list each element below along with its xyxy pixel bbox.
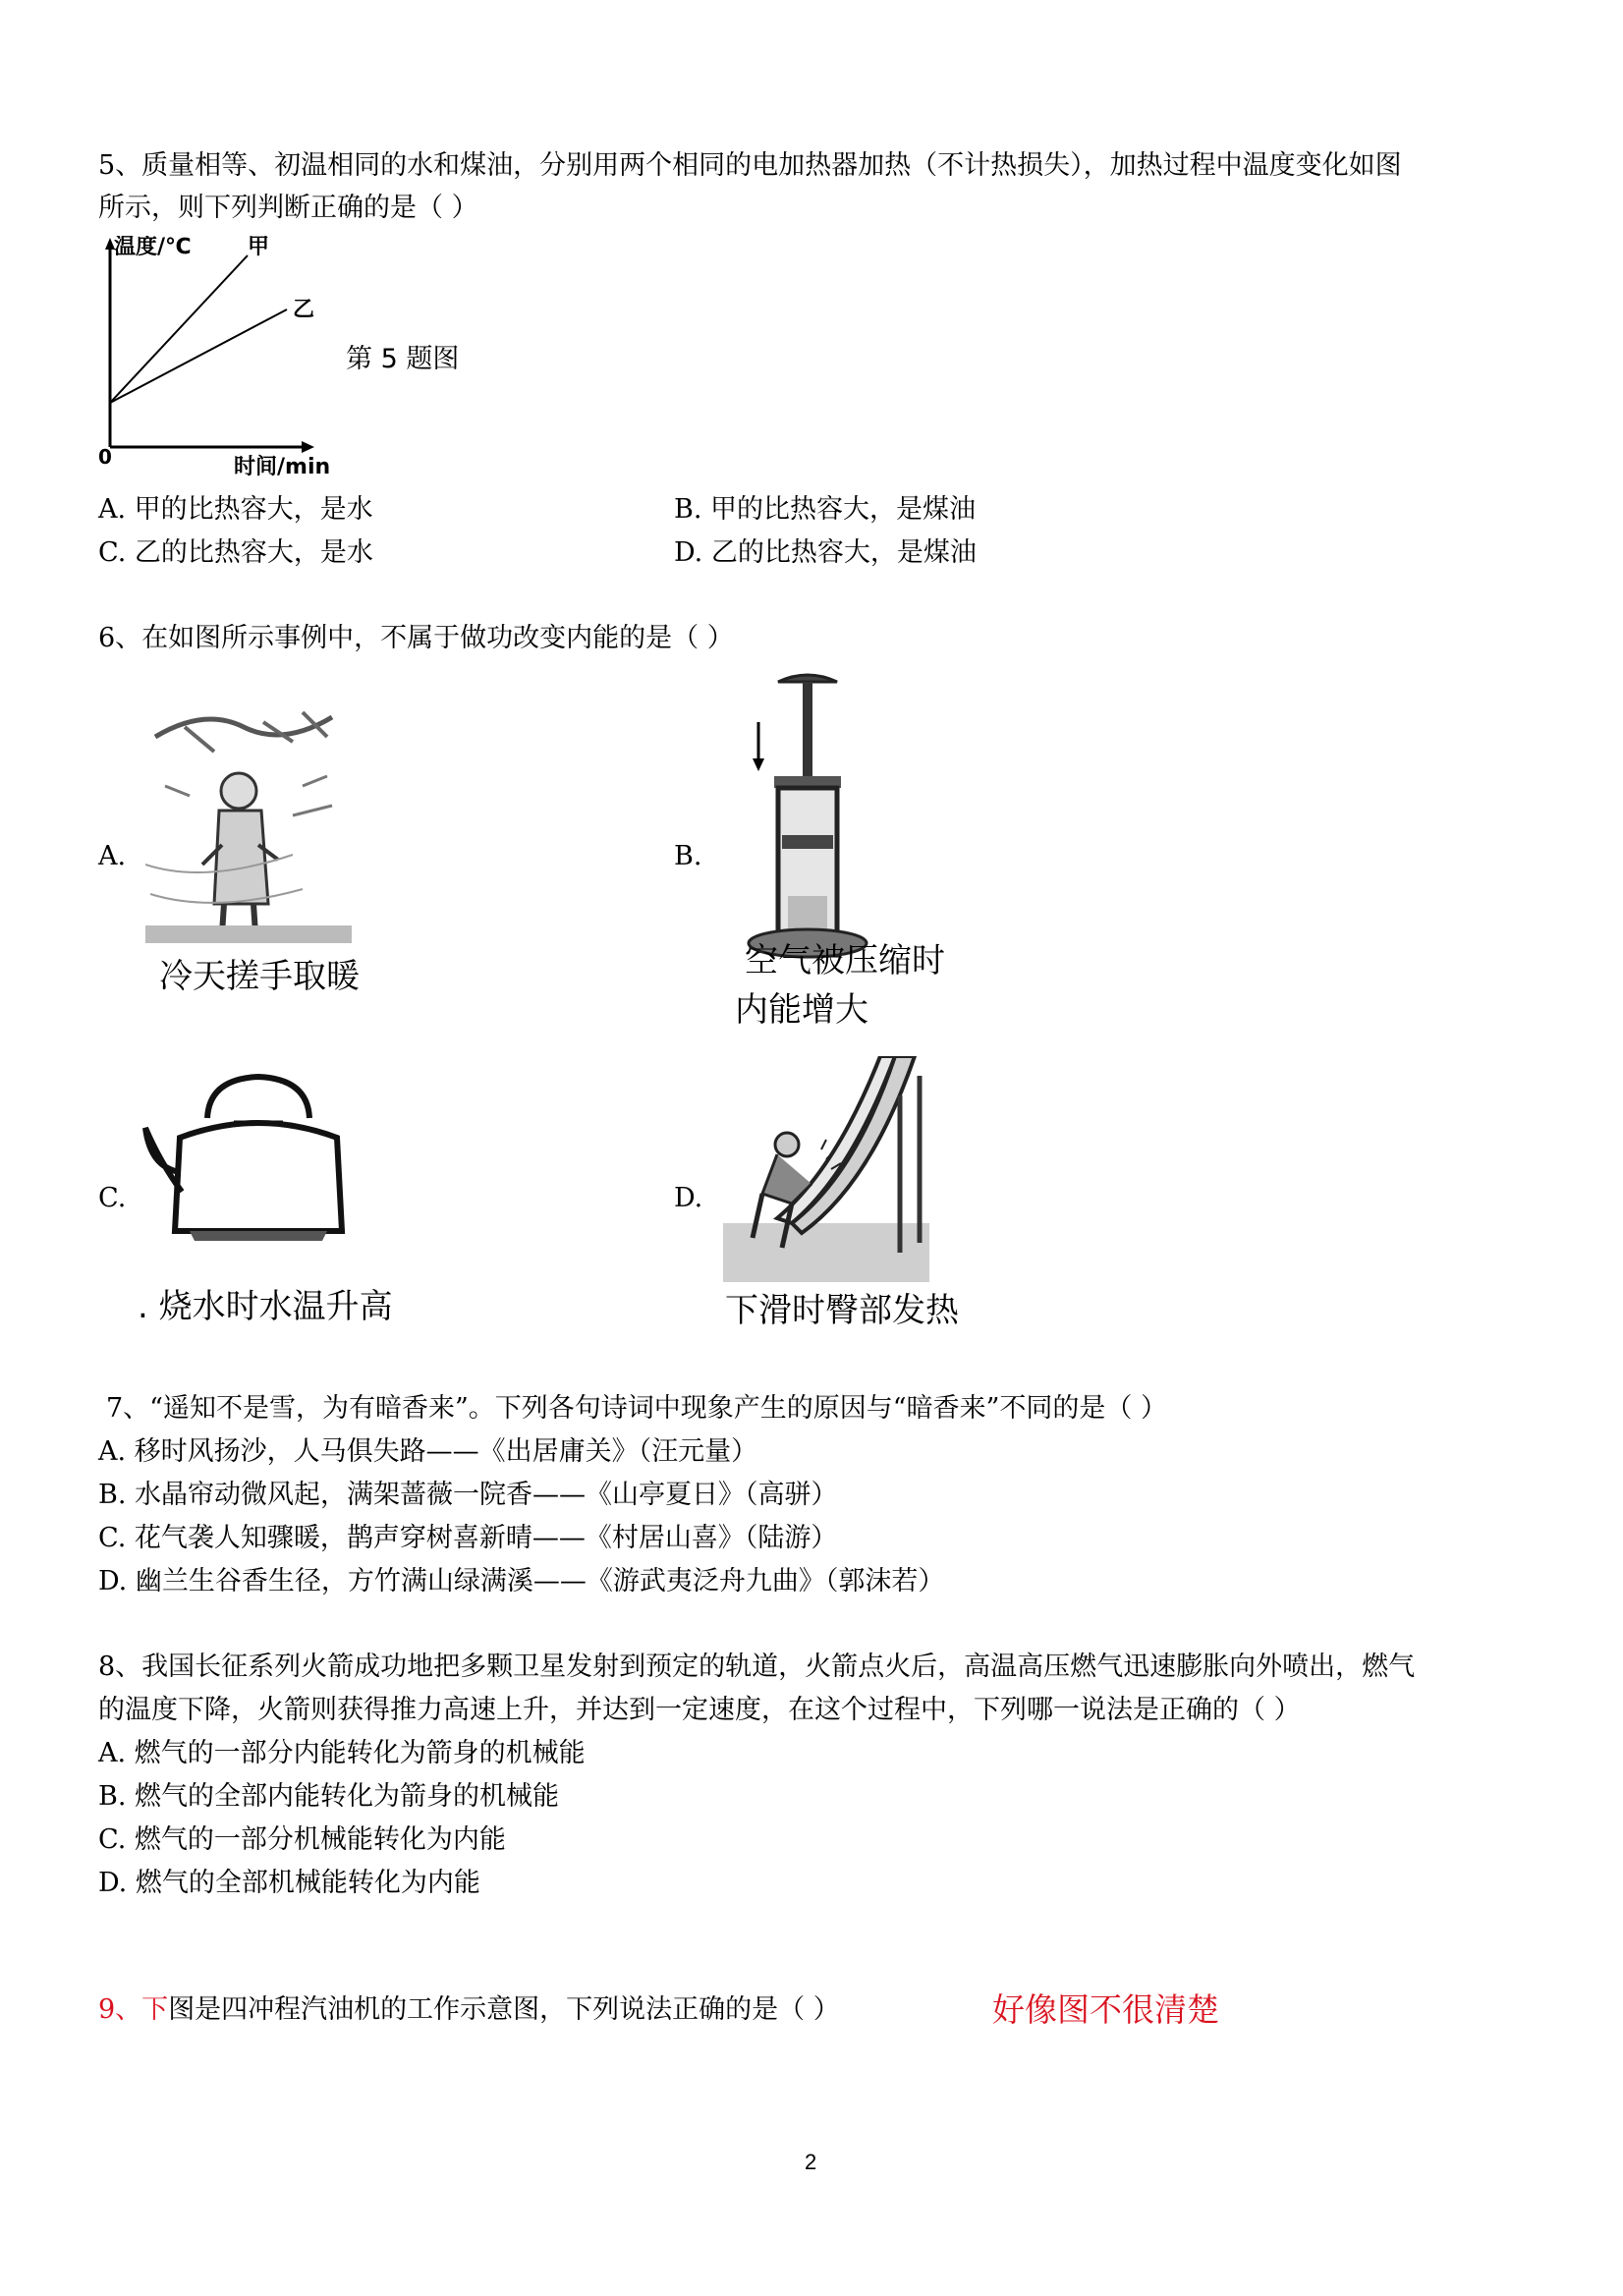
y-axis-label: 温度/℃ [114, 236, 192, 259]
q7-option-b: B. 水晶帘动微风起，满架蔷薇一院香——《山亭夏日》（高骈） [98, 1480, 838, 1510]
q9-annotation-note: 好像图不很清楚 [992, 1990, 1219, 2029]
q6-c-letter: C. [98, 1183, 127, 1213]
q5-temperature-time-graph [98, 236, 354, 481]
q8-option-b: B. 燃气的全部内能转化为箭身的机械能 [98, 1781, 560, 1812]
slide-illustration [723, 1056, 929, 1282]
q5-stem-line1: 5、质量相等、初温相同的水和煤油，分别用两个相同的电加热器加热（不计热损失），加热过程中温度变化如图 [98, 150, 1402, 181]
line-yi [110, 309, 287, 403]
q5-option-a: A. 甲的比热容大，是水 [98, 494, 373, 525]
q5-option-c: C. 乙的比热容大，是水 [98, 537, 373, 568]
q5-option-d: D. 乙的比热容大，是煤油 [674, 537, 977, 568]
page-number: 2 [805, 2150, 817, 2174]
line-jia-label: 甲 [248, 236, 270, 259]
man-in-wind-illustration [145, 698, 352, 943]
q6-b-caption-line1: 空气被压缩时 [745, 941, 945, 980]
air-compression-cylinder-illustration [737, 668, 874, 963]
q8-stem-line1: 8、我国长征系列火箭成功地把多颗卫星发射到预定的轨道，火箭点火后，高温高压燃气迅速膨胀向外喷出，燃气 [98, 1652, 1416, 1682]
q8-option-d: D. 燃气的全部机械能转化为内能 [98, 1868, 480, 1898]
q7-stem: 7、“遥知不是雪，为有暗香来”。下列各句诗词中现象产生的原因与“暗香来”不同的是（ ） [106, 1393, 1167, 1424]
q7-option-a: A. 移时风扬沙，人马俱失路——《出居庸关》（汪元量） [98, 1436, 758, 1467]
q8-option-a: A. 燃气的一部分内能转化为箭身的机械能 [98, 1738, 586, 1768]
q5-stem-line2: 所示，则下列判断正确的是（ ） [98, 193, 478, 223]
q6-d-caption: 下滑时臀部发热 [725, 1291, 959, 1330]
q6-a-caption: 冷天搓手取暖 [159, 957, 360, 996]
kettle-illustration [140, 1069, 376, 1246]
q7-option-d: D. 幽兰生谷香生径，方竹满山绿满溪——《游武夷泛舟九曲》（郭沫若） [98, 1566, 945, 1596]
origin-label: 0 [98, 445, 112, 469]
q8-option-c: C. 燃气的一部分机械能转化为内能 [98, 1824, 506, 1855]
q6-a-letter: A. [98, 841, 127, 871]
q9-stem [98, 1994, 840, 2026]
q6-b-letter: B. [674, 841, 702, 871]
q8-stem-line2: 的温度下降，火箭则获得推力高速上升，并达到一定速度，在这个过程中，下列哪一说法是正确的（ ） [98, 1695, 1301, 1725]
q6-d-letter: D. [674, 1183, 703, 1213]
line-jia [110, 255, 248, 403]
q6-c-caption: . 烧水时水温升高 [138, 1287, 393, 1326]
q7-option-c: C. 花气袭人知骤暖，鹊声穿树喜新晴——《村居山喜》（陆游） [98, 1523, 838, 1553]
line-yi-label: 乙 [293, 298, 315, 322]
q5-option-b: B. 甲的比热容大，是煤油 [674, 494, 977, 525]
q9-number: 9、下 [98, 1994, 169, 2025]
q5-figure-caption: 第 5 题图 [346, 344, 460, 374]
x-axis-label: 时间/min [234, 455, 331, 479]
q6-stem: 6、在如图所示事例中，不属于做功改变内能的是（ ） [98, 623, 734, 653]
q9-stem-text: 图是四冲程汽油机的工作示意图，下列说法正确的是（ ） [168, 1994, 840, 2025]
q6-b-caption-line2: 内能增大 [735, 990, 868, 1030]
